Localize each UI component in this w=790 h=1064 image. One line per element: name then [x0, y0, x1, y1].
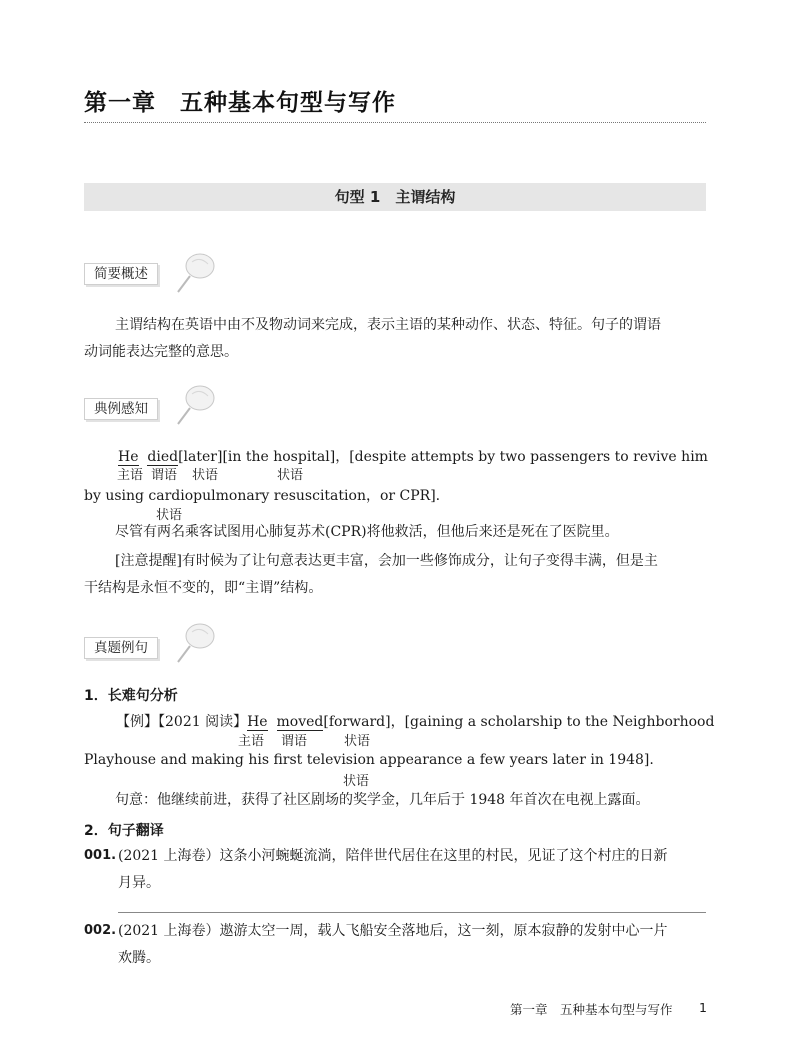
- part1-rest1: [gaining a scholarship to the Neighborhood: [404, 714, 715, 730]
- translation-item: [84, 843, 706, 897]
- example1-adv2: [in the hospital]: [222, 449, 336, 465]
- part1-line-1: [116, 711, 714, 731]
- overview-line-2: 动词能表达完整的意思。: [84, 344, 238, 360]
- example1-line-1: [118, 446, 708, 466]
- tag-examples-box: [84, 397, 158, 417]
- example1-translation: 尽管有两名乘客试图用心肺复苏术(CPR)将他救活，但他后来还是死在了医院里。: [115, 524, 619, 540]
- pushpin-icon: [160, 380, 220, 430]
- tag-examples: 典例感知: [84, 398, 158, 420]
- part2-heading: 2．句子翻译: [84, 823, 164, 839]
- pushpin-icon: [160, 248, 220, 298]
- tag-overview: 简要概述: [84, 263, 158, 285]
- part1-heading: 1．长难句分析: [84, 688, 178, 704]
- example1-subject: He: [118, 449, 139, 465]
- label-adverbial-1: 状语: [192, 468, 219, 483]
- label-adverbial-3: 状语: [156, 508, 183, 523]
- example1-rest1: [despite attempts by two passengers to revive him: [349, 449, 708, 465]
- tag-real-questions: 真题例句: [84, 637, 158, 659]
- chapter-title: 第一章 五种基本句型与写作: [84, 90, 396, 116]
- part1-predicate: moved: [276, 714, 324, 730]
- part1-subject: He: [247, 714, 268, 730]
- part1-label-predicate: 谓语: [281, 734, 308, 749]
- item-text: [118, 918, 706, 972]
- part1-label-subject: 主语: [238, 734, 265, 749]
- note-line-1: [注意提醒]有时候为了让句意表达更丰富，会加一些修饰成分，让句子变得丰满，但是主: [115, 553, 658, 569]
- example1-predicate: died: [147, 449, 179, 465]
- label-adverbial-2: 状语: [277, 468, 304, 483]
- item-number: 002.: [84, 923, 117, 938]
- label-predicate: 谓语: [151, 468, 178, 483]
- part1-sep: ，: [390, 714, 405, 730]
- item-line-2: 月异。: [118, 875, 160, 891]
- part1-meaning: 句意：他继续前进，获得了社区剧场的奖学金，几年后于 1948 年首次在电视上露面。: [115, 792, 650, 808]
- item-text: [118, 843, 706, 897]
- item-line-2: 欢腾。: [118, 950, 160, 966]
- part1-line-2: Playhouse and making his first television appearance a few years later in 1948].: [84, 752, 654, 768]
- overview-line-1: 主谓结构在英语中由不及物动词来完成，表示主语的某种动作、状态、特征。句子的谓语: [115, 317, 661, 333]
- section-title: 句型 1 主谓结构: [84, 183, 706, 211]
- answer-divider: [118, 912, 706, 913]
- item-line-1: (2021 上海卷）这条小河蜿蜒流淌，陪伴世代居住在这里的村民，见证了这个村庄的日新: [118, 848, 668, 864]
- pushpin-icon: [160, 618, 220, 668]
- part1-label-adverbial-1: 状语: [344, 734, 371, 749]
- example1-sep: ，: [335, 449, 350, 465]
- footer-chapter: 第一章 五种基本句型与写作: [510, 1002, 673, 1017]
- example1-line-2: by using cardiopulmonary resuscitation，or CPR].: [84, 488, 441, 504]
- item-line-1: (2021 上海卷）遨游太空一周，载人飞船安全落地后，这一刻，原本寂静的发射中心一片: [118, 923, 668, 939]
- item-number: 001.: [84, 848, 117, 863]
- part1-prefix: 【例】【2021 阅读】: [116, 714, 248, 730]
- tag-overview-box: [84, 262, 158, 282]
- note-paragraph: [84, 548, 706, 602]
- part1-label-adverbial-2: 状语: [343, 774, 370, 789]
- example1-adv1: [later]: [178, 449, 223, 465]
- overview-paragraph: [84, 312, 706, 366]
- part1-adv1: [forward]: [323, 714, 391, 730]
- tag-real-questions-box: [84, 636, 158, 656]
- translation-item: [84, 918, 706, 972]
- note-line-2: 干结构是永恒不变的，即“主谓”结构。: [84, 580, 323, 596]
- page-number: 1: [699, 1000, 707, 1015]
- label-subject: 主语: [117, 468, 144, 483]
- chapter-divider: [84, 122, 706, 123]
